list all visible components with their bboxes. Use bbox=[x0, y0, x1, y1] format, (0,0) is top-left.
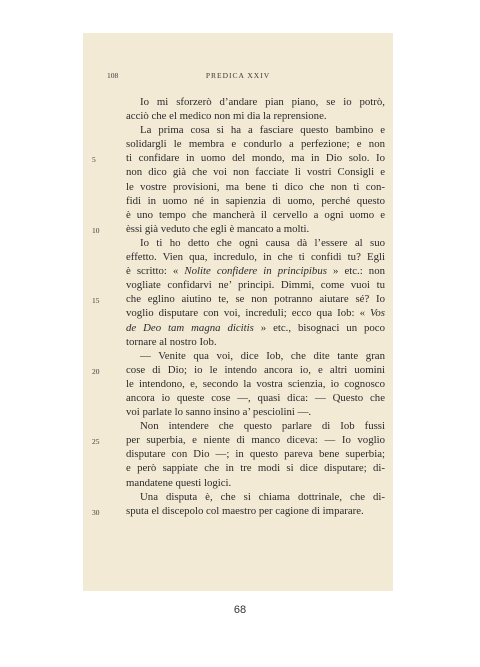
line-text: èssi già veduto che egli è mancato a molti. bbox=[126, 222, 310, 235]
running-title: PREDICA XXIV bbox=[205, 71, 271, 80]
text-line bbox=[126, 391, 385, 405]
line-text: Io mi sforzerò d’andare pian piano, se io potrò, bbox=[140, 96, 385, 108]
line-text: de Deo tam magna dicitis » etc., bisognaci un poco bbox=[126, 321, 385, 334]
line-text: mandatene questi logici. bbox=[126, 476, 232, 489]
text-line bbox=[92, 433, 385, 447]
book-page bbox=[83, 33, 393, 591]
text-line bbox=[126, 405, 385, 419]
header-page-number: 108 bbox=[107, 71, 119, 80]
line-text: per superbia, e niente di manco diceva: — Io voglio bbox=[126, 434, 385, 447]
text-line bbox=[126, 109, 385, 123]
line-text: acciò che el medico non mi dia la reprensione. bbox=[126, 110, 327, 123]
text-line bbox=[126, 264, 385, 278]
line-text: La prima cosa si ha a fasciare questo bambino e bbox=[140, 124, 385, 137]
line-number: 20 bbox=[92, 366, 100, 376]
line-number: 25 bbox=[92, 437, 100, 447]
folio-number: 68 bbox=[233, 604, 247, 616]
line-number: 30 bbox=[92, 507, 100, 517]
line-text: Io ti ho detto che ogni causa dà l’essere al suo bbox=[140, 236, 385, 249]
running-header bbox=[83, 71, 393, 83]
text-line bbox=[126, 194, 385, 208]
text-line bbox=[92, 292, 385, 306]
line-text: fidi in uomo né in sapienzia di uomo, perché questo bbox=[126, 194, 385, 207]
text-line bbox=[126, 349, 385, 363]
text-line bbox=[126, 278, 385, 292]
line-text: cose di Dio; io le intendo ancora io, e altri uomini bbox=[126, 363, 385, 376]
text-line bbox=[126, 236, 385, 250]
line-text: voi parlate lo sanno insino a’ pesciolini —. bbox=[126, 406, 312, 419]
text-line bbox=[126, 377, 385, 391]
line-text: — Venite qua voi, dice Iob, che dite tante gran bbox=[140, 349, 385, 362]
line-text: ti confidare in uomo del mondo, ma in Dio solo. Io bbox=[126, 152, 385, 165]
latin-quote: de Deo tam magna dicitis bbox=[126, 321, 254, 334]
text-line bbox=[126, 208, 385, 222]
line-number: 10 bbox=[92, 225, 100, 235]
text-line bbox=[126, 123, 385, 137]
line-number: 5 bbox=[92, 155, 96, 165]
text-line bbox=[92, 151, 385, 165]
latin-quote: Vos bbox=[370, 307, 385, 320]
line-text: disputare con Dio —; in questo pareva bene superbia; bbox=[126, 448, 385, 461]
text-line bbox=[126, 335, 385, 349]
line-text: è scritto: « Nolite confidere in principibus » etc.: non bbox=[126, 265, 385, 278]
line-text: e però sappiate che in tre modi si dice disputare; di- bbox=[126, 462, 385, 475]
line-text: le vostre provisioni, ma bene ti dico che non ti con- bbox=[126, 180, 385, 193]
text-line bbox=[126, 250, 385, 264]
text-line bbox=[126, 447, 385, 461]
line-text: che eglino aiutino te, se non potranno aiutare sé? Io bbox=[126, 293, 385, 306]
line-text: vogliate confidarvi ne’ principi. Dimmi, come vuoi tu bbox=[126, 279, 385, 292]
line-text: sputa el discepolo col maestro per cagione di imparare. bbox=[126, 504, 364, 517]
line-text: tornare al nostro Iob. bbox=[126, 335, 217, 348]
text-line bbox=[126, 419, 385, 433]
line-text: voglio disputare con voi, increduli; ecco qua Iob: « Vos bbox=[126, 307, 385, 320]
text-line bbox=[126, 321, 385, 335]
body-text bbox=[92, 95, 385, 518]
line-text: Non intendere che questo parlare di Iob fussi bbox=[140, 420, 385, 433]
latin-quote: Nolite confidere in principibus bbox=[184, 265, 327, 278]
text-line bbox=[126, 137, 385, 151]
text-line bbox=[126, 476, 385, 490]
line-text: ancora io queste cose —, quasi dica: — Questo che bbox=[126, 391, 385, 404]
text-line bbox=[126, 461, 385, 475]
line-text: solidargli le membra e condurlo a perfezione; e non bbox=[126, 138, 385, 151]
line-text: le intendono, e, secondo la vostra scienzia, io cognosco bbox=[126, 377, 385, 390]
text-line bbox=[126, 306, 385, 320]
line-number: 15 bbox=[92, 296, 100, 306]
line-text: effetto. Vien qua, incredulo, in che ti confidi tu? Egli bbox=[126, 251, 385, 264]
line-text: Una disputa è, che si chiama dottrinale, che di- bbox=[140, 490, 385, 503]
text-line bbox=[126, 180, 385, 194]
text-line bbox=[126, 95, 385, 109]
line-text: è uno tempo che mancherà il cervello a ogni uomo e bbox=[126, 208, 385, 221]
text-line bbox=[126, 490, 385, 504]
text-line bbox=[92, 504, 385, 518]
text-line bbox=[92, 363, 385, 377]
line-text: non dico già che voi non facciate li vostri Consigli e bbox=[126, 166, 385, 179]
text-line bbox=[92, 222, 385, 236]
text-line bbox=[126, 165, 385, 179]
